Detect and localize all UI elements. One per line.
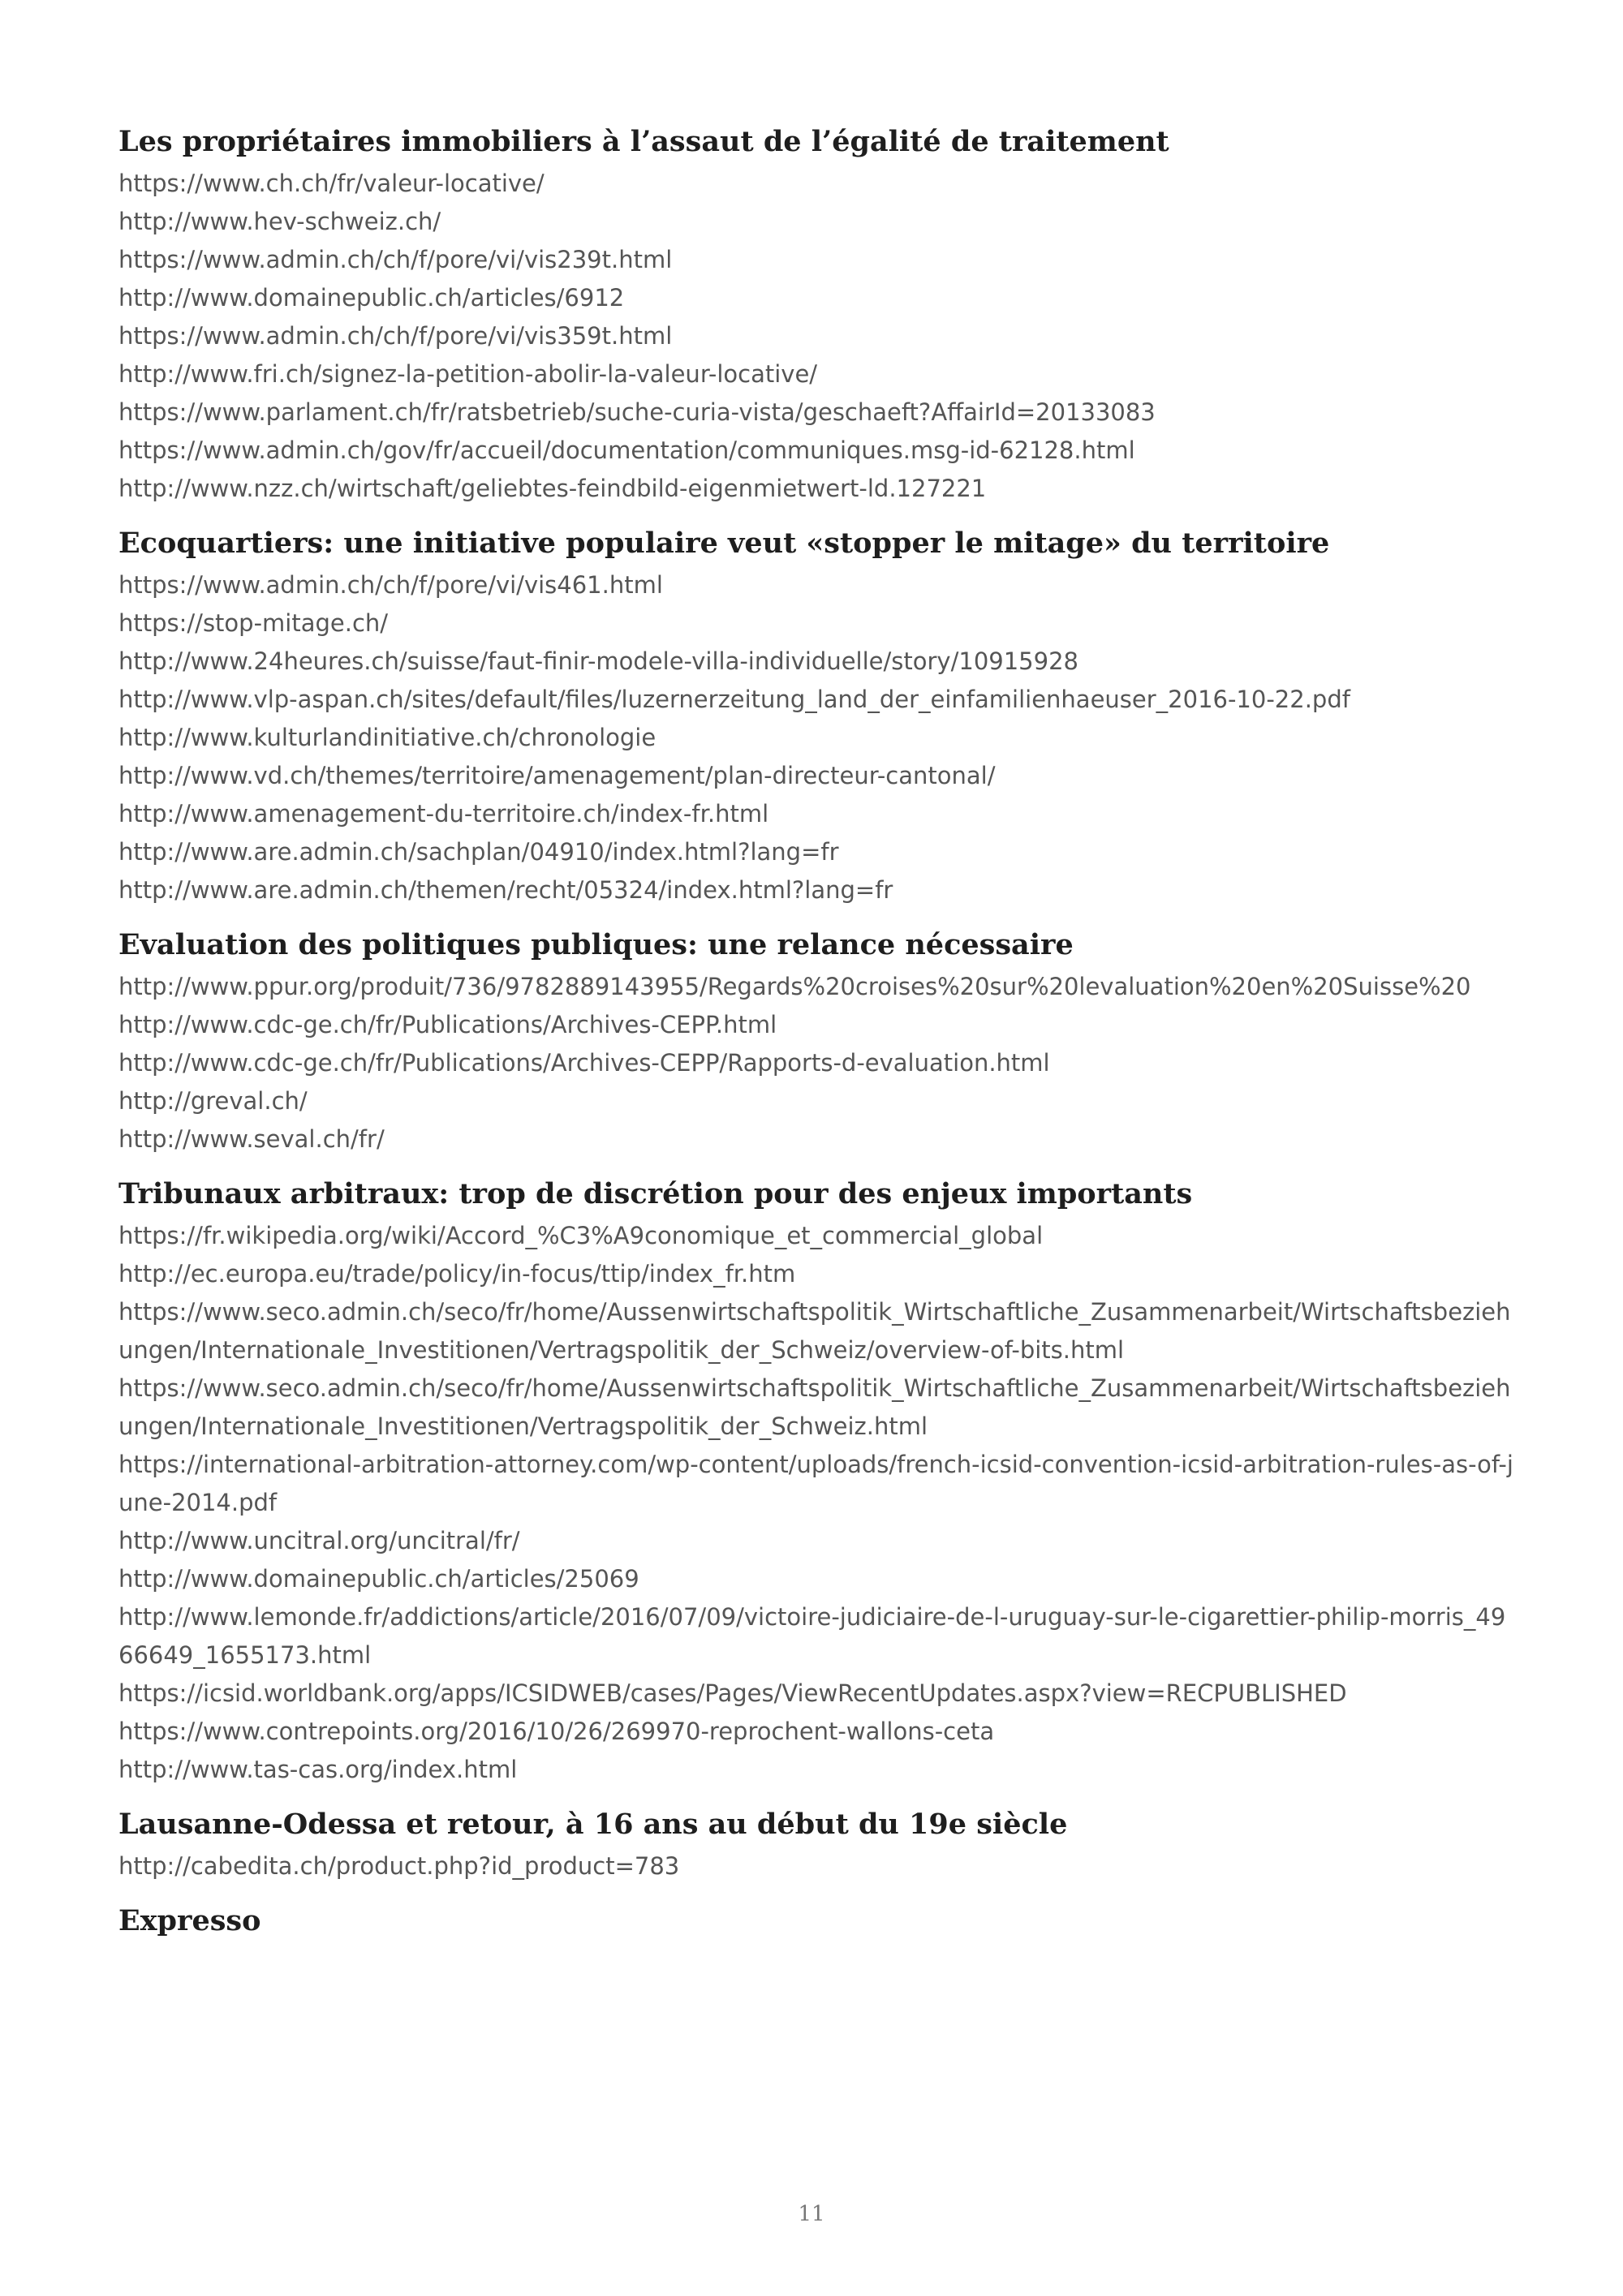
link-list-item	[118, 1044, 1514, 1082]
page-number: 11	[798, 2202, 825, 2226]
link-list-item	[118, 1255, 1514, 1293]
link-list-item	[118, 795, 1514, 833]
link-list-item	[118, 719, 1514, 757]
section-heading: Expresso	[118, 1904, 261, 1937]
link-list-item	[118, 833, 1514, 871]
reference-link[interactable]: http://www.domainepublic.ch/articles/6912	[118, 284, 625, 312]
reference-link[interactable]: https://www.admin.ch/ch/f/pore/vi/vis359t.html	[118, 322, 673, 350]
reference-link[interactable]: http://www.ppur.org/produit/736/9782889143955/Regards%20croises%20sur%20levaluation%20en%20Suisse%20	[118, 973, 1471, 1000]
reference-link[interactable]: http://www.vd.ch/themes/territoire/amenagement/plan-directeur-cantonal/	[118, 762, 996, 789]
reference-link[interactable]: https://international-arbitration-attorney.com/wp-content/uploads/french-icsid-convention-icsid-arbitration-rules-as-of-june-2014.pdf	[118, 1451, 1513, 1516]
section-heading: Ecoquartiers: une initiative populaire veut «stopper le mitage» du territoire	[118, 527, 1330, 560]
link-list	[118, 968, 1514, 1159]
link-list-item	[118, 279, 1514, 317]
reference-link[interactable]: http://www.fri.ch/signez-la-petition-abolir-la-valeur-locative/	[118, 360, 818, 388]
link-list-item	[118, 1006, 1514, 1044]
article-section	[118, 1903, 1514, 1939]
link-list-item	[118, 1522, 1514, 1560]
link-list-item	[118, 1713, 1514, 1751]
reference-link[interactable]: https://www.admin.ch/ch/f/pore/vi/vis461.html	[118, 571, 663, 599]
article-section	[118, 1176, 1514, 1789]
link-list-item	[118, 871, 1514, 909]
reference-link[interactable]: http://www.seval.ch/fr/	[118, 1125, 385, 1153]
link-list-item	[118, 1560, 1514, 1598]
reference-link[interactable]: http://www.vlp-aspan.ch/sites/default/files/luzernerzeitung_land_der_einfamilienhaeuser_2016-10-22.pdf	[118, 686, 1350, 713]
link-list-item	[118, 604, 1514, 643]
reference-link[interactable]: https://icsid.worldbank.org/apps/ICSIDWEB/cases/Pages/ViewRecentUpdates.aspx?view=RECPUBLISHED	[118, 1679, 1347, 1707]
link-list	[118, 566, 1514, 909]
link-list-item	[118, 566, 1514, 604]
link-list-item	[118, 1369, 1514, 1446]
reference-link[interactable]: https://www.admin.ch/ch/f/pore/vi/vis239t.html	[118, 246, 673, 273]
link-list-item	[118, 1293, 1514, 1369]
link-list-item	[118, 1751, 1514, 1789]
reference-link[interactable]: http://www.kulturlandinitiative.ch/chronologie	[118, 724, 657, 751]
link-list-item	[118, 681, 1514, 719]
reference-link[interactable]: https://www.contrepoints.org/2016/10/26/269970-reprochent-wallons-ceta	[118, 1718, 995, 1745]
reference-link[interactable]: https://stop-mitage.ch/	[118, 609, 389, 637]
link-list-item	[118, 1082, 1514, 1120]
link-list-item	[118, 757, 1514, 795]
link-list-item	[118, 317, 1514, 355]
reference-link[interactable]: http://www.cdc-ge.ch/fr/Publications/Archives-CEPP.html	[118, 1011, 777, 1038]
reference-link[interactable]: http://www.nzz.ch/wirtschaft/geliebtes-feindbild-eigenmietwert-ld.127221	[118, 475, 987, 502]
reference-link[interactable]: https://www.parlament.ch/fr/ratsbetrieb/suche-curia-vista/geschaeft?AffairId=20133083	[118, 398, 1156, 426]
article-section	[118, 526, 1514, 909]
link-list-item	[118, 1847, 1514, 1885]
link-list-item	[118, 1675, 1514, 1713]
reference-link[interactable]: http://www.24heures.ch/suisse/faut-finir-modele-villa-individuelle/story/10915928	[118, 647, 1078, 675]
reference-link[interactable]: http://www.tas-cas.org/index.html	[118, 1756, 518, 1783]
section-heading: Lausanne-Odessa et retour, à 16 ans au début du 19e siècle	[118, 1808, 1068, 1841]
link-list-item	[118, 1217, 1514, 1255]
reference-link[interactable]: http://www.are.admin.ch/themen/recht/05324/index.html?lang=fr	[118, 876, 893, 904]
link-list-item	[118, 241, 1514, 279]
link-list-item	[118, 203, 1514, 241]
link-list-item	[118, 470, 1514, 508]
link-list-item	[118, 432, 1514, 470]
link-list	[118, 165, 1514, 508]
reference-link[interactable]: http://www.are.admin.ch/sachplan/04910/index.html?lang=fr	[118, 838, 839, 866]
article-section	[118, 927, 1514, 1159]
section-heading: Les propriétaires immobiliers à l’assaut de l’égalité de traitement	[118, 125, 1169, 158]
reference-link[interactable]: https://www.seco.admin.ch/seco/fr/home/Aussenwirtschaftspolitik_Wirtschaftliche_Zusammenarbeit/Wirtschaftsbeziehungen/Internationale_Investitionen/Vertragspolitik_der_Schweiz/overview-of-bits.html	[118, 1298, 1511, 1364]
reference-link[interactable]: https://www.seco.admin.ch/seco/fr/home/Aussenwirtschaftspolitik_Wirtschaftliche_Zusammenarbeit/Wirtschaftsbeziehungen/Internationale_Investitionen/Vertragspolitik_der_Schweiz.html	[118, 1374, 1511, 1440]
reference-link[interactable]: http://greval.ch/	[118, 1087, 308, 1115]
reference-link[interactable]: http://www.domainepublic.ch/articles/25069	[118, 1565, 639, 1593]
reference-link[interactable]: http://www.lemonde.fr/addictions/article/2016/07/09/victoire-judiciaire-de-l-uruguay-sur-le-cigarettier-philip-morris_4966649_1655173.html	[118, 1603, 1506, 1669]
section-heading: Tribunaux arbitraux: trop de discrétion pour des enjeux importants	[118, 1177, 1193, 1210]
link-list-item	[118, 968, 1514, 1006]
reference-link[interactable]: http://www.amenagement-du-territoire.ch/index-fr.html	[118, 800, 769, 828]
reference-link[interactable]: http://www.cdc-ge.ch/fr/Publications/Archives-CEPP/Rapports-d-evaluation.html	[118, 1049, 1050, 1077]
document-content	[118, 124, 1514, 1957]
reference-link[interactable]: https://fr.wikipedia.org/wiki/Accord_%C3%A9conomique_et_commercial_global	[118, 1222, 1044, 1249]
article-section	[118, 1807, 1514, 1885]
link-list-item	[118, 393, 1514, 432]
link-list	[118, 1217, 1514, 1789]
link-list-item	[118, 1446, 1514, 1522]
link-list-item	[118, 1598, 1514, 1675]
reference-link[interactable]: http://ec.europa.eu/trade/policy/in-focus/ttip/index_fr.htm	[118, 1260, 796, 1288]
link-list-item	[118, 355, 1514, 393]
link-list-item	[118, 1120, 1514, 1159]
reference-link[interactable]: https://www.ch.ch/fr/valeur-locative/	[118, 170, 545, 197]
section-heading: Evaluation des politiques publiques: une relance nécessaire	[118, 928, 1074, 961]
link-list-item	[118, 165, 1514, 203]
reference-link[interactable]: http://cabedita.ch/product.php?id_product=783	[118, 1852, 680, 1880]
link-list-item	[118, 643, 1514, 681]
reference-link[interactable]: http://www.hev-schweiz.ch/	[118, 208, 441, 235]
reference-link[interactable]: http://www.uncitral.org/uncitral/fr/	[118, 1527, 520, 1554]
article-section	[118, 124, 1514, 508]
reference-link[interactable]: https://www.admin.ch/gov/fr/accueil/documentation/communiques.msg-id-62128.html	[118, 436, 1135, 464]
link-list	[118, 1847, 1514, 1885]
